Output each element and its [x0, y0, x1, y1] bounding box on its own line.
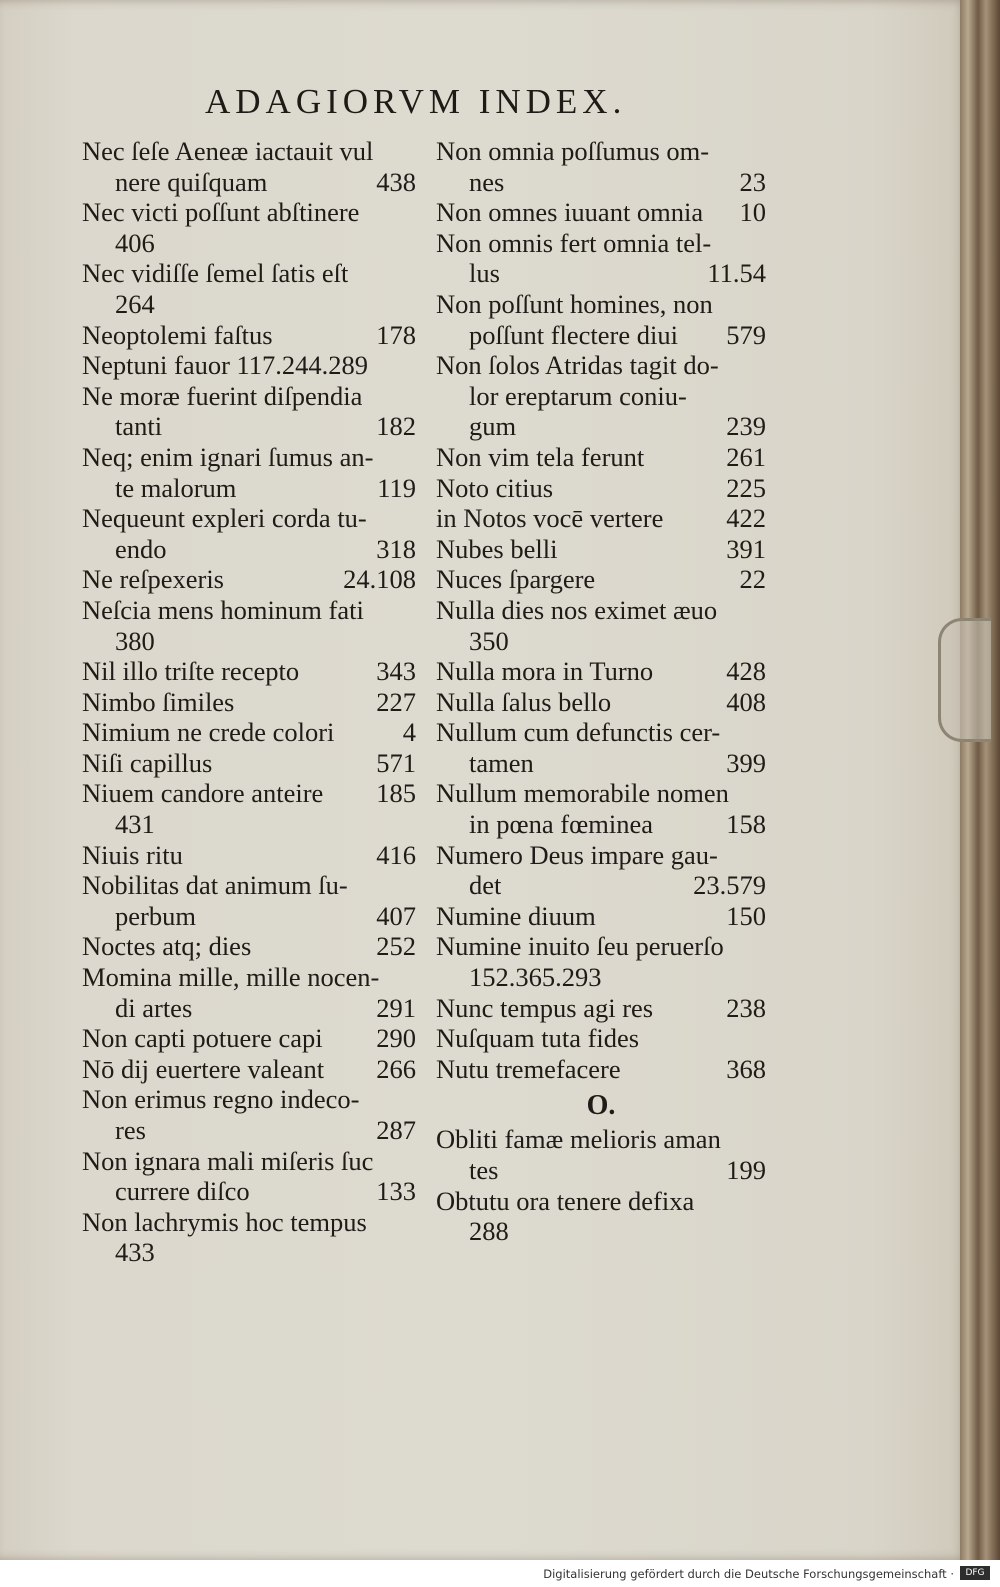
index-entry [82, 320, 416, 351]
index-entry [82, 1115, 416, 1146]
entry-text: Nulla ſalus bello [436, 686, 612, 717]
entry-text: tamen [469, 747, 534, 778]
entry-page-number [758, 840, 766, 871]
entry-page-number [408, 870, 416, 901]
entry-page-number [408, 197, 416, 228]
entry-text: poſſunt flectere diui [469, 319, 678, 350]
entry-text: Numine inuito ſeu peruerſo [436, 931, 724, 962]
entry-text: Niſi capillus [82, 747, 213, 778]
index-entry [436, 1186, 766, 1217]
entry-page-number: 399 [726, 747, 766, 778]
entry-page-number [408, 381, 416, 412]
index-entry [436, 840, 766, 871]
entry-text: Nimium ne crede colori [82, 717, 335, 748]
entry-page-number [758, 1124, 766, 1155]
index-entry [82, 778, 416, 809]
index-entry [82, 136, 416, 167]
entry-text: Non capti potuere capi [82, 1023, 323, 1054]
entry-page-number: 368 [726, 1053, 766, 1084]
index-entry [436, 870, 766, 901]
index-entry [436, 197, 766, 228]
entry-page-number: 416 [376, 839, 416, 870]
entry-page-number [408, 136, 416, 167]
index-entry [436, 350, 766, 381]
entry-text: Nunc tempus agi res [436, 992, 654, 1023]
index-entry [436, 687, 766, 718]
index-entry [436, 717, 766, 748]
index-entry [82, 473, 416, 504]
entry-page-number: 22 [739, 564, 766, 595]
index-entry [436, 534, 766, 565]
entry-page-number: 571 [376, 747, 416, 778]
index-entry [436, 993, 766, 1024]
dfg-logo: DFG [960, 1566, 990, 1580]
index-entry [82, 258, 416, 289]
section-letter-o: O. [586, 1090, 616, 1122]
entry-text: Nequeunt expleri corda tu- [82, 503, 367, 534]
entry-text: Numero Deus impare gau- [436, 839, 718, 870]
index-entry [436, 473, 766, 504]
entry-text: Nulla dies nos eximet æuo [436, 594, 718, 625]
entry-page-number [408, 289, 416, 320]
entry-page-number [758, 289, 766, 320]
entry-page-number: 227 [376, 686, 416, 717]
index-entry [436, 258, 766, 289]
entry-text: Nutu tremefacere [436, 1053, 621, 1084]
entry-text: Nec victi poſſunt abſtinere [82, 197, 360, 228]
index-entry [436, 656, 766, 687]
entry-text: Ne reſpexeris [82, 564, 224, 595]
entry-page-number: 133 [376, 1176, 416, 1207]
index-entry [436, 289, 766, 320]
index-entry [436, 1124, 766, 1155]
index-entry [82, 840, 416, 871]
index-entry [82, 595, 416, 626]
entry-text: Noto citius [436, 472, 554, 503]
entry-text: Nuces ſpargere [436, 564, 596, 595]
entry-page-number [758, 1216, 766, 1247]
index-entry [82, 167, 416, 198]
entry-text: 431 [115, 809, 155, 840]
entry-page-number [758, 381, 766, 412]
entry-page-number: 158 [726, 809, 766, 840]
entry-page-number: 238 [726, 992, 766, 1023]
entry-page-number [408, 1237, 416, 1268]
index-entry [82, 503, 416, 534]
entry-page-number: 408 [726, 686, 766, 717]
entry-text: Nil illo triſte recepto [82, 656, 300, 687]
entry-text: te malorum [115, 472, 237, 503]
entry-text: Obliti famæ melioris aman [436, 1124, 721, 1155]
entry-text: Neſcia mens hominum fati [82, 594, 364, 625]
index-entry [436, 778, 766, 809]
index-entry [82, 197, 416, 228]
index-entry [436, 136, 766, 167]
index-entry [82, 1054, 416, 1085]
entry-page-number [758, 228, 766, 259]
index-entry [436, 809, 766, 840]
entry-page-number [408, 503, 416, 534]
entry-text: Non omnes iuuant omnia [436, 197, 704, 228]
entry-text: 433 [115, 1237, 155, 1268]
entry-page-number [758, 626, 766, 657]
index-entry [82, 350, 416, 381]
index-column-right [436, 136, 766, 1247]
entry-text: Niuem candore anteire [82, 778, 324, 809]
entry-text: Non omnia poſſumus om- [436, 136, 710, 166]
entry-text: Numine diuum [436, 900, 596, 931]
entry-text: in pœna fœminea [469, 809, 653, 840]
entry-text: Nullum cum defunctis cer- [436, 717, 721, 748]
entry-page-number: 199 [726, 1155, 766, 1185]
index-entry [82, 809, 416, 840]
entry-text: lus [469, 258, 500, 289]
index-entry [82, 289, 416, 320]
book-clasp [938, 618, 991, 742]
index-entry [82, 870, 416, 901]
index-entry [82, 1084, 416, 1115]
index-entry [436, 381, 766, 412]
entry-page-number: 239 [726, 411, 766, 442]
entry-text: Non ſolos Atridas tagit do- [436, 350, 719, 381]
entry-page-number [408, 1207, 416, 1238]
entry-text: Nullum memorabile nomen [436, 778, 729, 809]
entry-page-number: 23.579 [693, 870, 766, 901]
entry-text: tes [469, 1155, 499, 1185]
entry-text: Non poſſunt homines, non [436, 288, 713, 319]
index-entry [436, 901, 766, 932]
entry-page-number: 24.108 [343, 564, 416, 595]
index-entry [436, 167, 766, 198]
index-entry [82, 626, 416, 657]
entry-text: Momina mille, mille nocen- [82, 962, 380, 993]
index-entry [82, 748, 416, 779]
footer-credit: Digitalisierung gefördert durch die Deutsche Forschungsgemeinschaft · [543, 1567, 954, 1581]
index-entry [82, 1176, 416, 1207]
entry-page-number [408, 626, 416, 657]
index-entry [82, 411, 416, 442]
entry-page-number [408, 442, 416, 473]
entry-text: Nimbo ſimiles [82, 686, 235, 717]
entry-page-number [408, 1084, 416, 1115]
index-entry [82, 656, 416, 687]
index-entry [436, 320, 766, 351]
entry-text: endo [115, 533, 167, 564]
entry-page-number: 182 [376, 411, 416, 442]
index-entry [82, 381, 416, 412]
entry-text: 406 [115, 227, 155, 258]
entry-text: Non omnis fert omnia tel- [436, 227, 712, 258]
index-entry [436, 411, 766, 442]
entry-text: Nobilitas dat animum ſu- [82, 870, 348, 901]
index-entry [436, 748, 766, 779]
footer-bar [0, 1560, 1000, 1587]
entry-text: Nō dij euertere valeant [82, 1053, 325, 1084]
index-entry [436, 228, 766, 259]
entry-page-number [408, 350, 416, 381]
entry-text: gum [469, 411, 517, 442]
entry-text: 152.365.293 [469, 962, 602, 993]
entry-text: res [115, 1115, 146, 1145]
entry-page-number: 225 [726, 472, 766, 503]
entry-text: Nuſquam tuta fides [436, 1023, 640, 1054]
entry-page-number: 318 [376, 533, 416, 564]
index-entry [82, 901, 416, 932]
index-entry [82, 564, 416, 595]
entry-page-number [758, 717, 766, 748]
index-entry [436, 1023, 766, 1054]
entry-page-number [408, 228, 416, 259]
entry-text: nere quiſquam [115, 166, 268, 197]
entry-page-number [408, 1146, 416, 1177]
index-entry [82, 687, 416, 718]
entry-page-number [758, 1186, 766, 1217]
index-entry [436, 564, 766, 595]
entry-text: Obtutu ora tenere defixa [436, 1185, 695, 1216]
index-entry [82, 993, 416, 1024]
entry-text: 380 [115, 625, 155, 656]
entry-page-number [758, 350, 766, 381]
entry-page-number [408, 962, 416, 993]
entry-page-number: 290 [376, 1023, 416, 1054]
entry-page-number [758, 595, 766, 626]
entry-page-number: 291 [376, 992, 416, 1023]
entry-page-number: 185 [376, 778, 416, 809]
entry-text: Non vim tela ferunt [436, 441, 645, 472]
entry-page-number: 119 [377, 472, 416, 503]
entry-text: Ne moræ fuerint diſpendia [82, 380, 363, 411]
entry-page-number [758, 931, 766, 962]
entry-page-number: 178 [376, 319, 416, 350]
entry-text: 288 [469, 1216, 509, 1247]
index-entry [436, 962, 766, 993]
index-entry [436, 1054, 766, 1085]
index-entry [436, 595, 766, 626]
entry-page-number [758, 962, 766, 993]
index-column-left [82, 136, 416, 1268]
entry-text: Non lachrymis hoc tempus [82, 1206, 367, 1237]
entry-page-number: 10 [739, 197, 766, 228]
entry-page-number [758, 778, 766, 809]
entry-page-number [408, 809, 416, 840]
entry-page-number: 428 [726, 656, 766, 687]
index-entry [82, 1146, 416, 1177]
entry-text: Neq; enim ignari ſumus an- [82, 441, 374, 472]
entry-page-number: 391 [726, 533, 766, 564]
entry-page-number [408, 258, 416, 289]
entry-text: det [469, 870, 502, 901]
entry-page-number [408, 595, 416, 626]
entry-text: Neptuni fauor 117.244.289 [82, 350, 369, 381]
index-entry [436, 626, 766, 657]
entry-page-number: 150 [726, 900, 766, 931]
entry-page-number: 579 [726, 319, 766, 350]
index-entry [82, 534, 416, 565]
index-entry [436, 1155, 766, 1186]
entry-text: Nulla mora in Turno [436, 656, 654, 687]
entry-page-number: 23 [739, 166, 766, 197]
entry-text: perbum [115, 900, 196, 931]
index-entry [436, 1216, 766, 1247]
index-entry [436, 442, 766, 473]
entry-page-number [758, 136, 766, 167]
entry-page-number: 343 [376, 656, 416, 687]
entry-text: Noctes atq; dies [82, 931, 252, 962]
entry-text: in Notos vocē vertere [436, 503, 664, 534]
index-entry [82, 931, 416, 962]
entry-text: currere diſco [115, 1176, 250, 1207]
entry-text: di artes [115, 992, 193, 1023]
entry-page-number: 4 [402, 717, 416, 748]
entry-text: Nec ſeſe Aeneæ iactauit vul [82, 136, 374, 166]
entry-page-number: 11.54 [707, 258, 766, 289]
index-entry [82, 1023, 416, 1054]
entry-text: Nubes belli [436, 533, 558, 564]
entry-text: Non ignara mali miſeris ſuc [82, 1145, 374, 1176]
page-header: ADAGIORVM INDEX. [205, 82, 627, 121]
entry-page-number: 422 [726, 503, 766, 534]
index-entry [82, 962, 416, 993]
entry-text: Nec vidiſſe ſemel ſatis eſt [82, 258, 349, 289]
index-entry [82, 228, 416, 259]
entry-text: lor ereptarum coniu- [469, 380, 687, 411]
entry-text: nes [469, 166, 505, 197]
index-entry [82, 717, 416, 748]
index-entry [82, 442, 416, 473]
index-entry [436, 503, 766, 534]
entry-page-number: 287 [376, 1115, 416, 1145]
entry-page-number: 266 [376, 1053, 416, 1084]
index-entry [82, 1207, 416, 1238]
entry-page-number: 438 [376, 166, 416, 197]
index-entry [436, 931, 766, 962]
entry-text: Niuis ritu [82, 839, 183, 870]
index-entry [82, 1237, 416, 1268]
entry-page-number: 252 [376, 931, 416, 962]
entry-text: Neoptolemi faſtus [82, 319, 273, 350]
entry-page-number: 261 [726, 441, 766, 472]
entry-text: 264 [115, 288, 155, 319]
entry-text: tanti [115, 411, 163, 442]
entry-page-number: 407 [376, 900, 416, 931]
page-edge [960, 0, 1000, 1560]
entry-page-number [758, 1023, 766, 1054]
entry-text: Non erimus regno indeco- [82, 1084, 360, 1115]
entry-text: 350 [469, 625, 509, 656]
